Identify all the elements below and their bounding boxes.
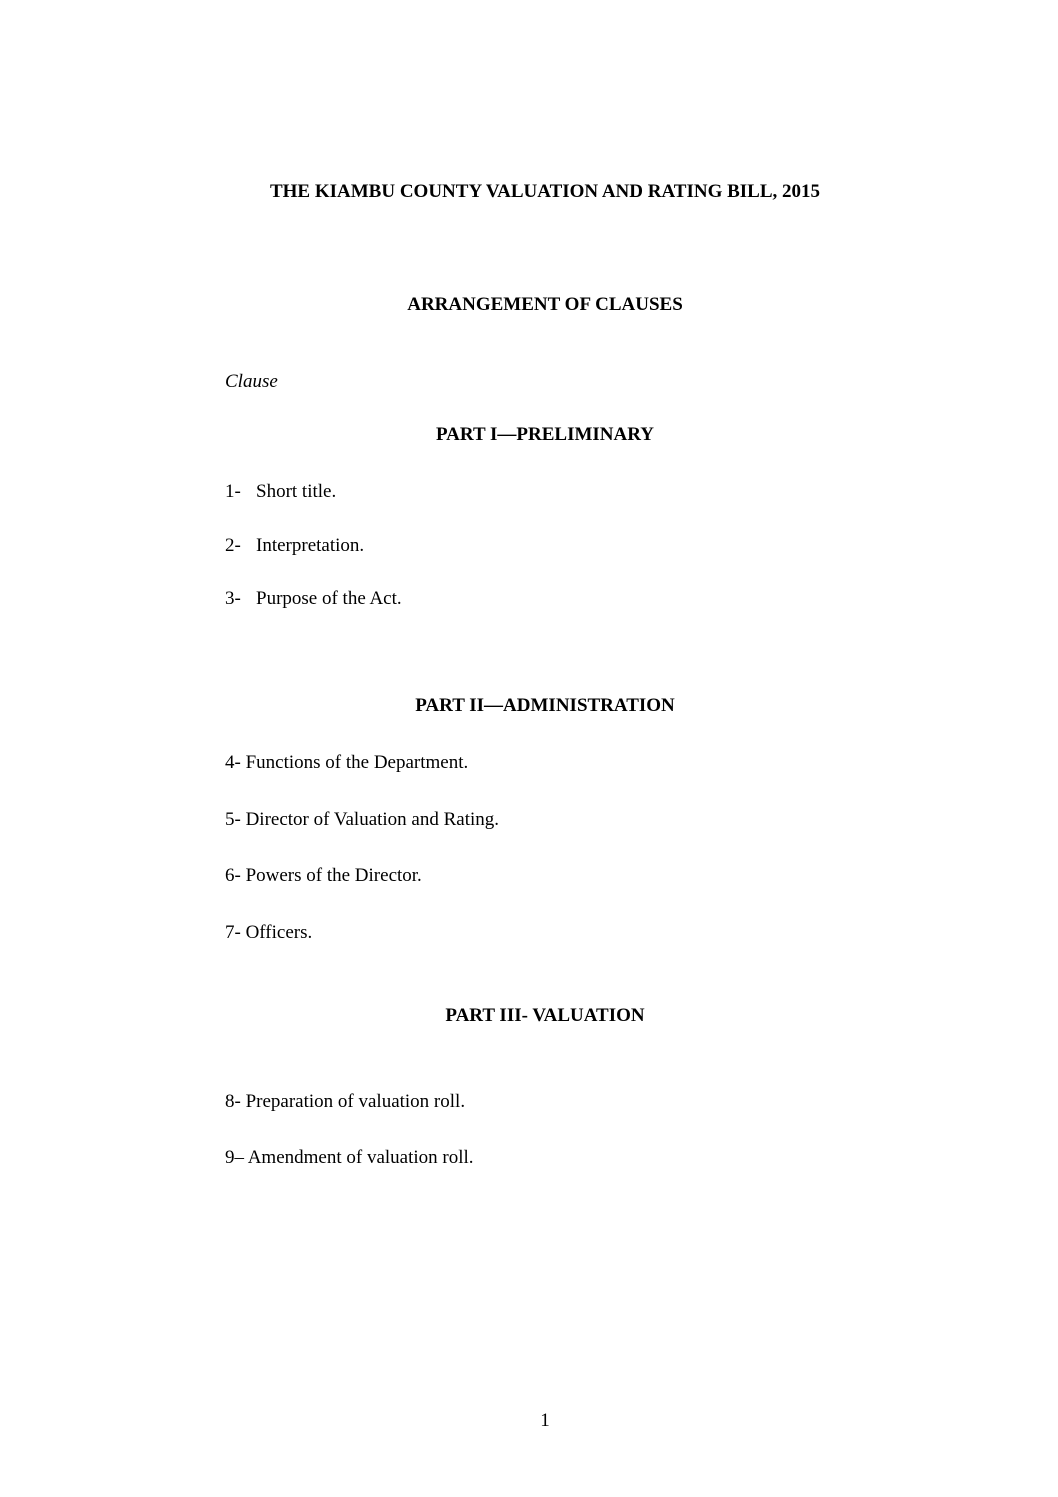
clause-item (225, 1090, 465, 1114)
clause-text: Functions of the Department. (245, 752, 469, 773)
arrangement-heading: ARRANGEMENT OF CLAUSES (407, 294, 683, 315)
clause-number: 9– (225, 1147, 244, 1168)
clause-item (225, 587, 402, 611)
clause-text: Purpose of the Act. (256, 588, 402, 609)
bill-title: THE KIAMBU COUNTY VALUATION AND RATING BILL, 2015 (269, 181, 821, 202)
page-number: 1 (540, 1410, 550, 1431)
clause-text: Officers. (245, 922, 313, 943)
clause-number: 8- (225, 1091, 241, 1112)
clause-text: Director of Valuation and Rating. (245, 809, 500, 830)
clause-text: Interpretation. (256, 535, 365, 556)
clause-item (225, 808, 499, 832)
clause-number: 3- (225, 588, 241, 609)
part-heading: PART II—ADMINISTRATION (415, 695, 675, 716)
clause-text: Preparation of valuation roll. (245, 1091, 466, 1112)
part-heading: PART I—PRELIMINARY (435, 424, 655, 445)
clause-text: Powers of the Director. (245, 865, 422, 886)
clause-number: 5- (225, 809, 241, 830)
clause-label: Clause (225, 371, 278, 392)
clause-number: 4- (225, 752, 241, 773)
clause-number: 1- (225, 481, 241, 502)
clause-number: 2- (225, 535, 241, 556)
clause-item (225, 480, 336, 504)
clause-item (225, 1146, 474, 1170)
clause-item (225, 534, 364, 558)
clause-number: 7- (225, 922, 241, 943)
clause-item (225, 921, 312, 945)
part-heading: PART III- VALUATION (445, 1005, 645, 1026)
clause-item (225, 751, 468, 775)
clause-item (225, 864, 422, 888)
clause-text: Amendment of valuation roll. (247, 1147, 474, 1168)
clause-number: 6- (225, 865, 241, 886)
clause-text: Short title. (256, 481, 337, 502)
